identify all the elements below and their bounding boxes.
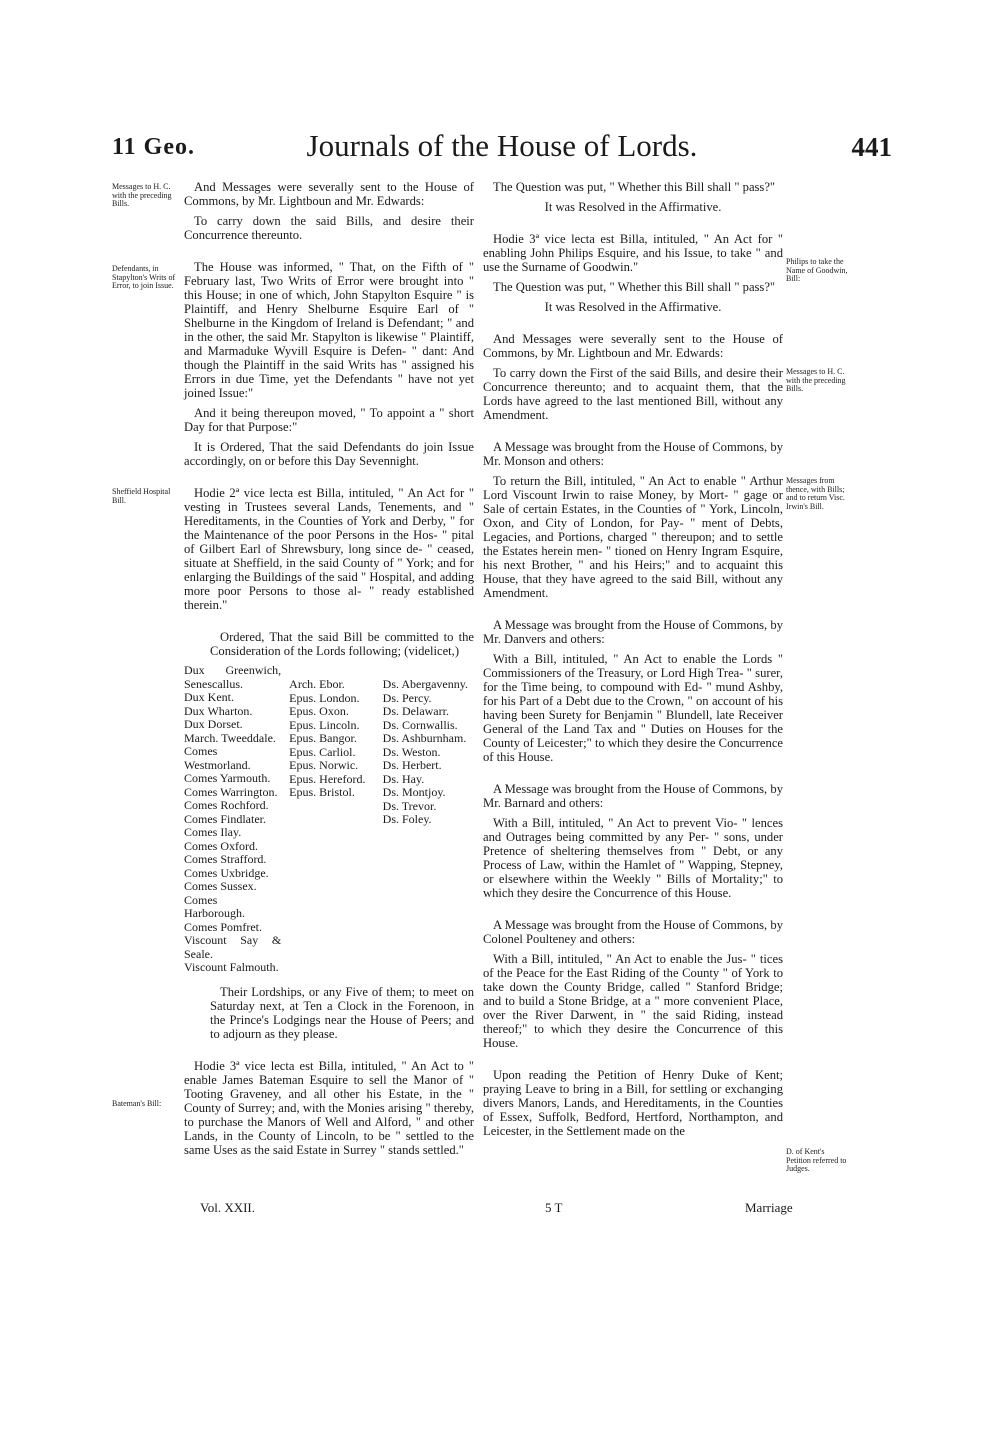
lord-name: Epus. Bristol. [289, 785, 355, 799]
paragraph: And it being thereupon moved, " To appoint a " short Day for that Purpose:" [184, 406, 474, 434]
paragraph: It was Resolved in the Affirmative. [544, 200, 722, 214]
lord-name: Ds. Trevor. [382, 798, 437, 813]
lord-name: Epus. Norwic. [289, 758, 359, 772]
lord-name: Dux Dorset. [184, 717, 243, 731]
paragraph: The Question was put, " Whether this Bill shall " pass?" [493, 280, 776, 294]
margin-note-defendants: Defendants, in Stapylton's Writs of Error, to join Issue. [112, 264, 176, 290]
paragraph: Their Lordships, or any Five of them; to meet on Saturday next, at Ten a Clock in the Forenoon, in the Prince's Lodgings near the House of Peers; and to adjourn as they please. [210, 984, 474, 1041]
lord-name: Comes Strafford. [184, 852, 267, 866]
lord-name: Ds. Abergavenny. [382, 677, 468, 691]
paragraph: Ordered, That the said Bill be committed to the Consideration of the Lords following; (videlicet,) [210, 630, 474, 658]
lord-name: Comes Oxford. [184, 838, 258, 853]
lord-name: Arch. Ebor. [289, 677, 345, 691]
paragraph: To carry down the First of the said Bills, and desire their Concurrence thereunto; and to acquaint them, that the Lords have agreed to the last mentioned Bill, without any Amendment. [483, 366, 783, 422]
lord-name: Comes Sussex. [184, 879, 257, 893]
paragraph: To carry down the said Bills, and desire their Concurrence thereunto. [184, 214, 474, 242]
signature-mark: 5 T [545, 1200, 563, 1215]
paragraph: It was Resolved in the Affirmative. [544, 300, 722, 314]
lord-name: Epus. Hereford. [289, 771, 366, 786]
margin-note-messages-2: Messages to H. C. with the preceding Bills. [786, 367, 846, 393]
paragraph: Hodie 3ª vice lecta est Billa, intituled, " An Act for " enabling John Philips Esquire, and his Issue, to take " and use the Surname of Goodwin." [483, 232, 783, 274]
lord-name: Comes Harborough. [184, 892, 245, 920]
volume-label: Vol. XXII. [200, 1200, 256, 1215]
paragraph: The House was informed, " That, on the Fifth of " February last, Two Writs of Error were brought into " this House; in one of which, John Stapylton Esquire " is Plaintiff, and Henry Shelburne Esquire Earl of " Shelburne in the Kingdom of Ireland is Defendant; " and in the other, the said Mr. Stapylton is likewise " Plaintiff, and Marmaduke Wyvill Esquire is Defen- " dant: And though the Plaintiff in the said Writs has " assigned his Errors in due Time, yet the Defendants " have not yet joined Issue:" [184, 260, 474, 400]
margin-note-messages: Messages to H. C. with the preceding Bills. [112, 182, 172, 208]
paragraph: And Messages were severally sent to the House of Commons, by Mr. Lightboun and Mr. Edwards: [483, 332, 783, 360]
paragraph: To return the Bill, intituled, " An Act to enable " Arthur Lord Viscount Irwin to raise Money, by Mort- " gage or Sale of certain Estates, in the Counties of " York, Lincoln, Oxon, and City of London, for Pay- " ment of Debts, Legacies, and Portions, charged " thereupon; and to settle the Estates herein men- " tioned on Henry Ingram Esquire, his next Brother, " and his Heirs;" and to acquaint this House, that they have agreed to the said Bill, without any Amendment. [483, 474, 783, 600]
lord-name: Comes Findlater. [184, 811, 266, 826]
lord-name: Dux Wharton. [184, 703, 253, 718]
lords-column [289, 678, 375, 975]
margin-note-sheffield: Sheffield Hospital Bill. [112, 487, 171, 505]
lord-name: Comes Yarmouth. [184, 771, 271, 785]
lord-name: Ds. Montjoy. [382, 785, 446, 799]
lord-name: Comes Warrington. [184, 784, 278, 799]
lord-name: Comes Ilay. [184, 825, 242, 839]
paragraph: A Message was brought from the House of Commons, by Colonel Poulteney and others: [483, 918, 783, 946]
lord-name: Viscount Say & Seale. [184, 933, 282, 961]
paragraph: With a Bill, intituled, " An Act to prevent Vio- " lences and Outrages being committed by any Per- " sons, under Pretence of sheltering themselves from " Debt, or any Process of Law, within the Hamlet of " Wapping, Stepney, or elsewhere within the Weekly " Bills of Mortality;" to which they desire the Concurrence of this House. [483, 816, 783, 900]
lord-name: Ds. Ashburnham. [382, 731, 467, 745]
margin-note-philips: Philips to take the Name of Goodwin, Bill: [786, 257, 848, 283]
paragraph: A Message was brought from the House of Commons, by Mr. Monson and others: [483, 440, 783, 468]
lord-name: Ds. Herbert. [382, 758, 442, 772]
lord-name: Epus. Lincoln. [289, 717, 360, 732]
lords-list [184, 664, 474, 975]
lord-name: March. Tweeddale. [184, 730, 276, 745]
lord-name: Dux Kent. [184, 690, 234, 704]
lord-name: Comes Uxbridge. [184, 865, 269, 880]
lord-name: Ds. Hay. [382, 771, 425, 786]
paragraph: A Message was brought from the House of Commons, by Mr. Barnard and others: [483, 782, 783, 810]
lord-name: Epus. Bangor. [289, 731, 357, 745]
margin-note-bateman: Bateman's Bill: [112, 1099, 162, 1108]
page-number: 441 [851, 132, 892, 162]
lord-name: Ds. Percy. [382, 690, 432, 705]
paragraph: Hodie 2ª vice lecta est Billa, intituled, " An Act for " vesting in Trustees several Lands, Tenements, and " Hereditaments, in the Counties of York and Derby, " for the Maintenance of the poor Persons in the Hos- " pital of Gilbert Earl of Shrewsbury, long since de- " ceased, situate at Sheffield, in the said County of " York; and for enlarging the Buildings of the said " Hospital, and adding more poor Persons to those al- " ready established therein." [184, 486, 474, 612]
lord-name: Ds. Foley. [382, 812, 432, 826]
lord-name: Comes Rochford. [184, 798, 269, 812]
paragraph: It is Ordered, That the said Defendants do join Issue accordingly, on or before this Day Sevennight. [184, 440, 474, 468]
paragraph: Hodie 3ª vice lecta est Billa, intituled, " An Act to " enable James Bateman Esquire to sell the Manor of " Tooting Graveney, and all other his Estate, in the " County of Surrey; and, with the Monies arising " thereby, to purchase the Manors of Well and Alford, " and other Lands, in the County of Lincoln, to be " settled to the same Uses as the said Estate in Surrey " stands settled." [184, 1058, 474, 1157]
page-header [112, 128, 892, 172]
lord-name: Comes Westmorland. [184, 744, 251, 772]
margin-note-kent: D. of Kent's Petition referred to Judges. [786, 1147, 847, 1173]
lords-column [184, 664, 281, 975]
lord-name: Viscount Falmouth. [184, 960, 279, 974]
lord-name: Ds. Cornwallis. [382, 717, 458, 732]
lord-name: Epus. Carliol. [289, 744, 356, 759]
left-column [184, 180, 474, 1163]
reign-label: 11 Geo. [112, 134, 195, 160]
lord-name: Epus. Oxon. [289, 704, 349, 718]
paragraph: Upon reading the Petition of Henry Duke of Kent; praying Leave to bring in a Bill, for settling or exchanging divers Manors, Lands, and Hereditaments, in the Counties of Essex, Suffolk, Bedford, Hertford, Northampton, and Leicester, in the Settlement made on the [483, 1068, 783, 1138]
lords-column [383, 678, 474, 975]
journal-title: Journals of the House of Lords. [306, 128, 698, 163]
lord-name: Epus. London. [289, 690, 360, 705]
paragraph: A Message was brought from the House of Commons, by Mr. Danvers and others: [483, 618, 783, 646]
right-column [483, 180, 783, 1144]
lord-name: Dux Greenwich, Senescallus. [184, 663, 282, 691]
lord-name: Ds. Delawarr. [382, 704, 449, 718]
paragraph: With a Bill, intituled, " An Act to enable the Lords " Commissioners of the Treasury, or Lord High Trea- " surer, for the Time being, to compound with Ed- " mund Ashby, for his Part of a Debt due to the Crown, " on account of his having been Surety for Benjamin " Blundell, late Receiver General of the Land Tax and " Duties on Houses for the County of Leicester;" to which they desire the Concurrence of this House. [483, 652, 783, 764]
paragraph: With a Bill, intituled, " An Act to enable the Jus- " tices of the Peace for the East Riding of the County " of York to take down the County Bridge, called " Stanford Bridge; and to build a Stone Bridge, at a " more convenient Place, over the River Darwent, in " the said Riding, instead thereof;" to which they desire the Concurrence of this House. [483, 952, 783, 1050]
lord-name: Ds. Weston. [382, 744, 441, 759]
lord-name: Comes Pomfret. [184, 919, 262, 934]
margin-note-from-thence: Messages from thence, with Bills; and to return Visc. Irwin's Bill. [786, 476, 845, 511]
catchword: Marriage [745, 1200, 793, 1215]
paragraph: The Question was put, " Whether this Bill shall " pass?" [493, 180, 776, 194]
paragraph: And Messages were severally sent to the House of Commons, by Mr. Lightboun and Mr. Edwards: [184, 180, 474, 208]
